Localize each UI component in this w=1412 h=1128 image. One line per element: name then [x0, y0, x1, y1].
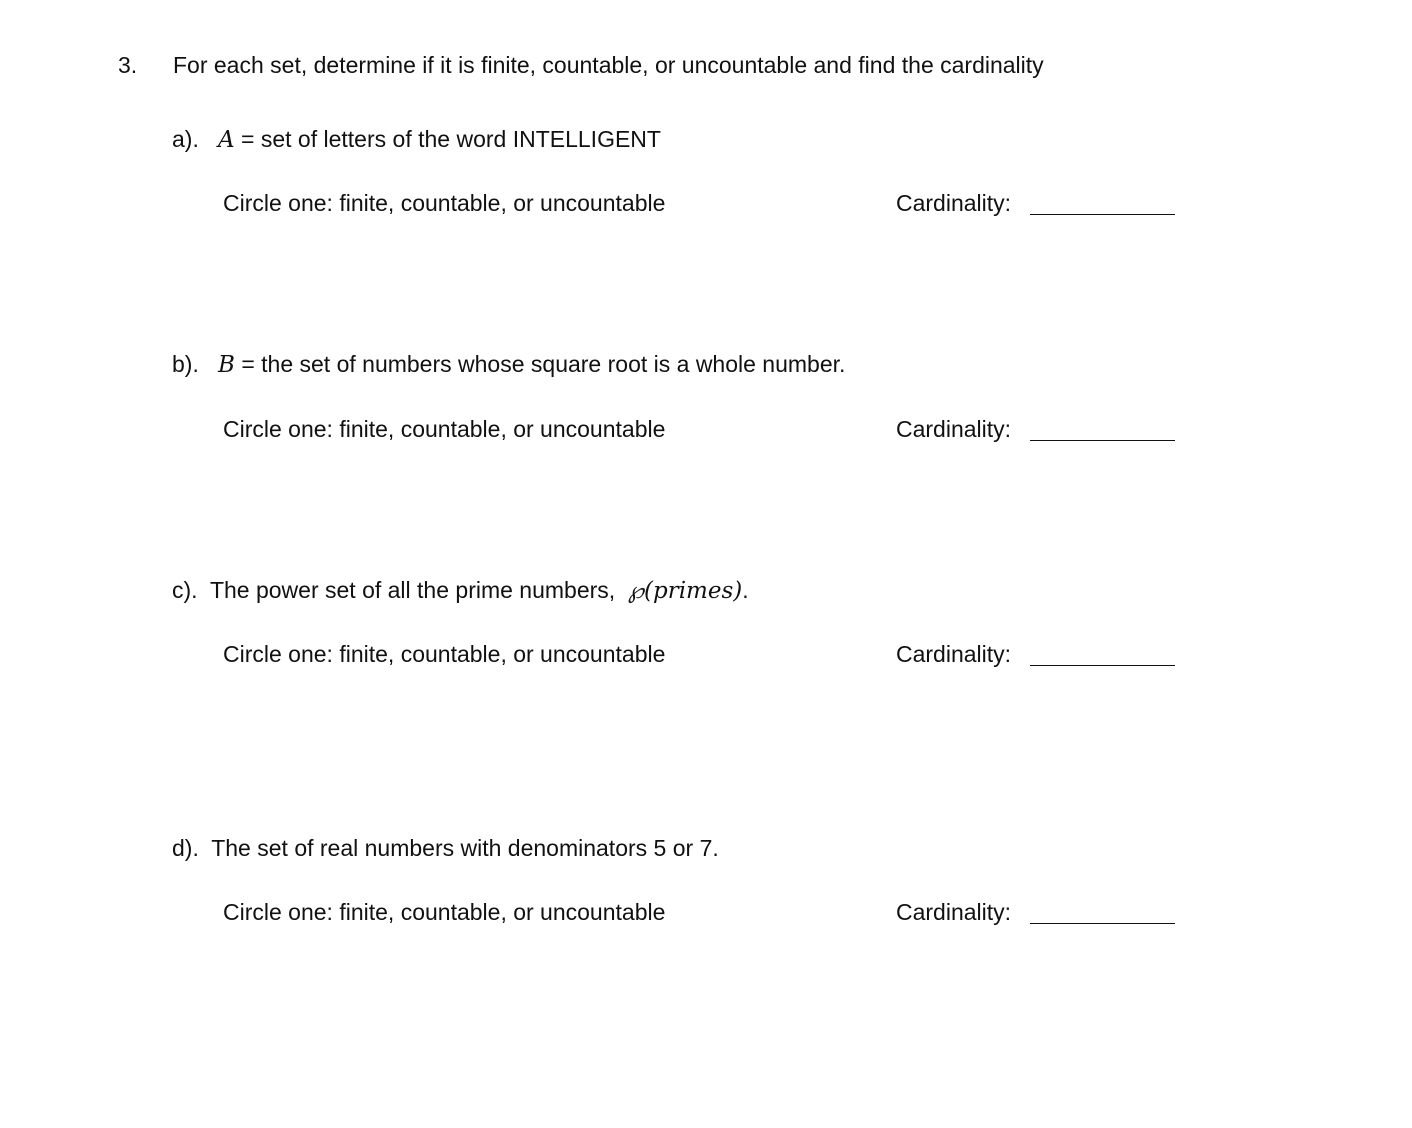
part-b-cardinality-label: Cardinality:	[896, 416, 1012, 442]
part-c-cardinality-label: Cardinality:	[896, 641, 1012, 667]
part-c-label: c).	[172, 577, 198, 603]
part-b-cardinality-blank[interactable]	[1030, 440, 1175, 441]
part-a-description: set of letters of the word INTELLIGENT	[260, 126, 661, 152]
part-c-circle-prompt: Circle one: finite, countable, or uncountable	[223, 641, 666, 667]
part-a-cardinality-label: Cardinality:	[896, 190, 1012, 216]
part-b-statement	[172, 351, 845, 378]
question-number: 3.	[118, 52, 138, 78]
question-prompt: For each set, determine if it is finite, countable, or uncountable and find the cardinality	[173, 52, 1044, 78]
part-d-cardinality-label: Cardinality:	[896, 899, 1012, 925]
power-set-expression: ℘(primes)	[627, 578, 743, 604]
part-c-cardinality-blank[interactable]	[1030, 665, 1175, 666]
part-a-label: a).	[172, 126, 199, 152]
part-d-label: d).	[172, 835, 199, 861]
part-d-cardinality-blank[interactable]	[1030, 923, 1175, 924]
part-b-equals: =	[241, 351, 255, 377]
part-a-equals: =	[241, 126, 255, 152]
part-d-statement	[172, 835, 719, 862]
part-a-circle-prompt: Circle one: finite, countable, or uncountable	[223, 190, 666, 216]
part-c-statement	[172, 577, 749, 604]
part-a-statement	[172, 126, 661, 153]
set-b-symbol: B	[218, 352, 235, 378]
part-a-cardinality-blank[interactable]	[1030, 214, 1175, 215]
part-d-description: The set of real numbers with denominators 5 or 7.	[211, 835, 719, 861]
part-c-description: The power set of all the prime numbers,	[209, 577, 616, 603]
part-c-period: .	[742, 577, 749, 603]
part-d-circle-prompt: Circle one: finite, countable, or uncountable	[223, 899, 666, 925]
part-b-description: the set of numbers whose square root is a whole number.	[261, 351, 846, 377]
part-b-label: b).	[172, 351, 199, 377]
set-a-symbol: A	[218, 127, 235, 153]
part-b-circle-prompt: Circle one: finite, countable, or uncountable	[223, 416, 666, 442]
